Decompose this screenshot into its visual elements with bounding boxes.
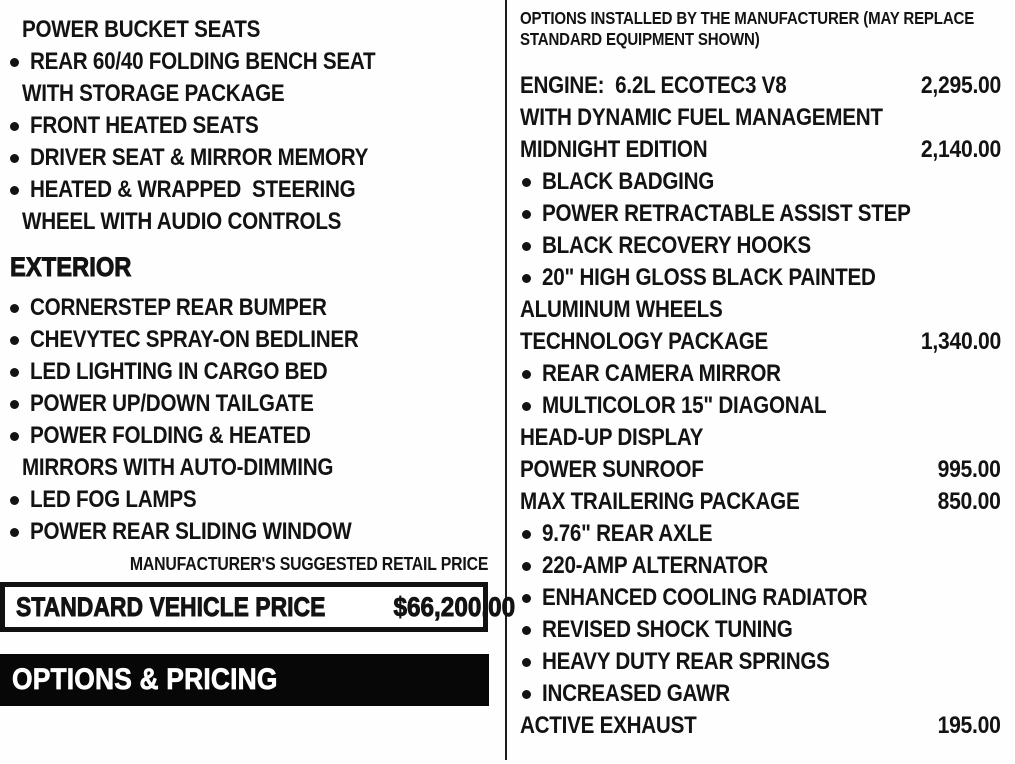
feature-item	[0, 142, 497, 174]
bullet-icon	[10, 400, 19, 409]
bullet-icon	[522, 178, 531, 187]
manufacturer-options-column	[507, 8, 1015, 742]
feature-text: WITH STORAGE PACKAGE	[22, 80, 285, 107]
standard-vehicle-price-label: STANDARD VEHICLE PRICE	[16, 591, 326, 622]
option-row	[507, 262, 1015, 294]
option-price: 850.00	[937, 488, 1001, 515]
option-text: POWER RETRACTABLE ASSIST STEP	[542, 200, 911, 227]
feature-text: FRONT HEATED SEATS	[30, 112, 259, 139]
option-text: MIDNIGHT EDITION	[520, 136, 708, 163]
feature-text: LED FOG LAMPS	[30, 486, 197, 513]
feature-item	[0, 174, 497, 206]
option-row	[507, 294, 1015, 326]
bullet-icon	[10, 336, 19, 345]
feature-item	[0, 420, 497, 452]
option-text: MULTICOLOR 15" DIAGONAL	[542, 392, 827, 419]
option-row	[507, 422, 1015, 454]
bullet-icon	[522, 562, 531, 571]
bullet-icon	[522, 530, 531, 539]
feature-text: MIRRORS WITH AUTO-DIMMING	[22, 454, 334, 481]
option-text: BLACK BADGING	[542, 168, 715, 195]
feature-text: WHEEL WITH AUDIO CONTROLS	[22, 208, 342, 235]
option-row	[507, 646, 1015, 678]
option-text: 220-AMP ALTERNATOR	[542, 552, 768, 579]
option-text: ACTIVE EXHAUST	[520, 712, 697, 739]
options-list	[507, 70, 1015, 742]
bullet-icon	[10, 154, 19, 163]
option-row	[507, 102, 1015, 134]
option-text: REVISED SHOCK TUNING	[542, 616, 793, 643]
feature-item	[0, 356, 497, 388]
bullet-icon	[522, 626, 531, 635]
option-row	[507, 326, 1015, 358]
option-text: REAR CAMERA MIRROR	[542, 360, 781, 387]
option-price: 2,295.00	[920, 72, 1001, 99]
option-text: ENGINE: 6.2L ECOTEC3 V8	[520, 72, 787, 99]
feature-item	[0, 292, 497, 324]
feature-item	[0, 14, 497, 46]
option-row	[507, 518, 1015, 550]
feature-item	[0, 484, 497, 516]
feature-text: POWER BUCKET SEATS	[22, 16, 261, 43]
option-text: HEAD-UP DISPLAY	[520, 424, 704, 451]
bullet-icon	[522, 658, 531, 667]
feature-text: POWER REAR SLIDING WINDOW	[30, 518, 352, 545]
feature-item	[0, 110, 497, 142]
bullet-icon	[10, 122, 19, 131]
option-row	[507, 614, 1015, 646]
feature-text: DRIVER SEAT & MIRROR MEMORY	[30, 144, 369, 171]
option-row	[507, 70, 1015, 102]
feature-item	[0, 324, 497, 356]
option-price: 1,340.00	[920, 328, 1001, 355]
option-price: 195.00	[937, 712, 1001, 739]
feature-text: POWER UP/DOWN TAILGATE	[30, 390, 314, 417]
option-row	[507, 358, 1015, 390]
standard-vehicle-price-value: $66,200.00	[393, 591, 516, 622]
bullet-icon	[10, 58, 19, 67]
option-text: TECHNOLOGY PACKAGE	[520, 328, 769, 355]
bullet-icon	[10, 528, 19, 537]
bullet-icon	[10, 186, 19, 195]
feature-item	[0, 452, 497, 484]
option-row	[507, 166, 1015, 198]
standard-vehicle-price-box	[0, 582, 516, 632]
option-text: WITH DYNAMIC FUEL MANAGEMENT	[520, 104, 883, 131]
option-row	[507, 230, 1015, 262]
bullet-icon	[10, 304, 19, 313]
feature-text: REAR 60/40 FOLDING BENCH SEAT	[30, 48, 376, 75]
option-text: MAX TRAILERING PACKAGE	[520, 488, 800, 515]
exterior-section-heading: EXTERIOR	[10, 251, 132, 282]
bullet-icon	[522, 210, 531, 219]
option-text: ALUMINUM WHEELS	[520, 296, 723, 323]
interior-feature-list	[0, 14, 497, 238]
option-row	[507, 390, 1015, 422]
bullet-icon	[522, 594, 531, 603]
options-column-header: OPTIONS INSTALLED BY THE MANUFACTURER (MAY REPLACE STANDARD EQUIPMENT SHOWN)	[520, 8, 975, 49]
feature-item	[0, 78, 497, 110]
bullet-icon	[522, 690, 531, 699]
options-pricing-header-bar: OPTIONS & PRICING	[0, 654, 489, 706]
bullet-icon	[522, 242, 531, 251]
option-text: 9.76" REAR AXLE	[542, 520, 713, 547]
bullet-icon	[522, 370, 531, 379]
feature-item	[0, 516, 497, 548]
feature-text: POWER FOLDING & HEATED	[30, 422, 311, 449]
standard-equipment-column	[0, 14, 516, 706]
bullet-icon	[10, 432, 19, 441]
bullet-icon	[522, 402, 531, 411]
option-row	[507, 550, 1015, 582]
msrp-label: MANUFACTURER'S SUGGESTED RETAIL PRICE	[129, 554, 488, 574]
option-row	[507, 582, 1015, 614]
option-row	[507, 198, 1015, 230]
bullet-icon	[10, 496, 19, 505]
option-text: POWER SUNROOF	[520, 456, 704, 483]
option-text: 20" HIGH GLOSS BLACK PAINTED	[542, 264, 876, 291]
option-price: 2,140.00	[920, 136, 1001, 163]
option-text: INCREASED GAWR	[542, 680, 730, 707]
feature-item	[0, 46, 497, 78]
option-text: ENHANCED COOLING RADIATOR	[542, 584, 868, 611]
feature-item	[0, 388, 497, 420]
feature-text: CORNERSTEP REAR BUMPER	[30, 294, 327, 321]
option-row	[507, 710, 1015, 742]
feature-text: CHEVYTEC SPRAY-ON BEDLINER	[30, 326, 359, 353]
option-row	[507, 134, 1015, 166]
feature-text: LED LIGHTING IN CARGO BED	[30, 358, 328, 385]
option-text: HEAVY DUTY REAR SPRINGS	[542, 648, 830, 675]
feature-item	[0, 206, 497, 238]
feature-text: HEATED & WRAPPED STEERING	[30, 176, 356, 203]
option-price: 995.00	[937, 456, 1001, 483]
option-row	[507, 678, 1015, 710]
option-row	[507, 454, 1015, 486]
bullet-icon	[522, 274, 531, 283]
option-row	[507, 486, 1015, 518]
option-text: BLACK RECOVERY HOOKS	[542, 232, 811, 259]
bullet-icon	[10, 368, 19, 377]
exterior-feature-list	[0, 292, 497, 548]
